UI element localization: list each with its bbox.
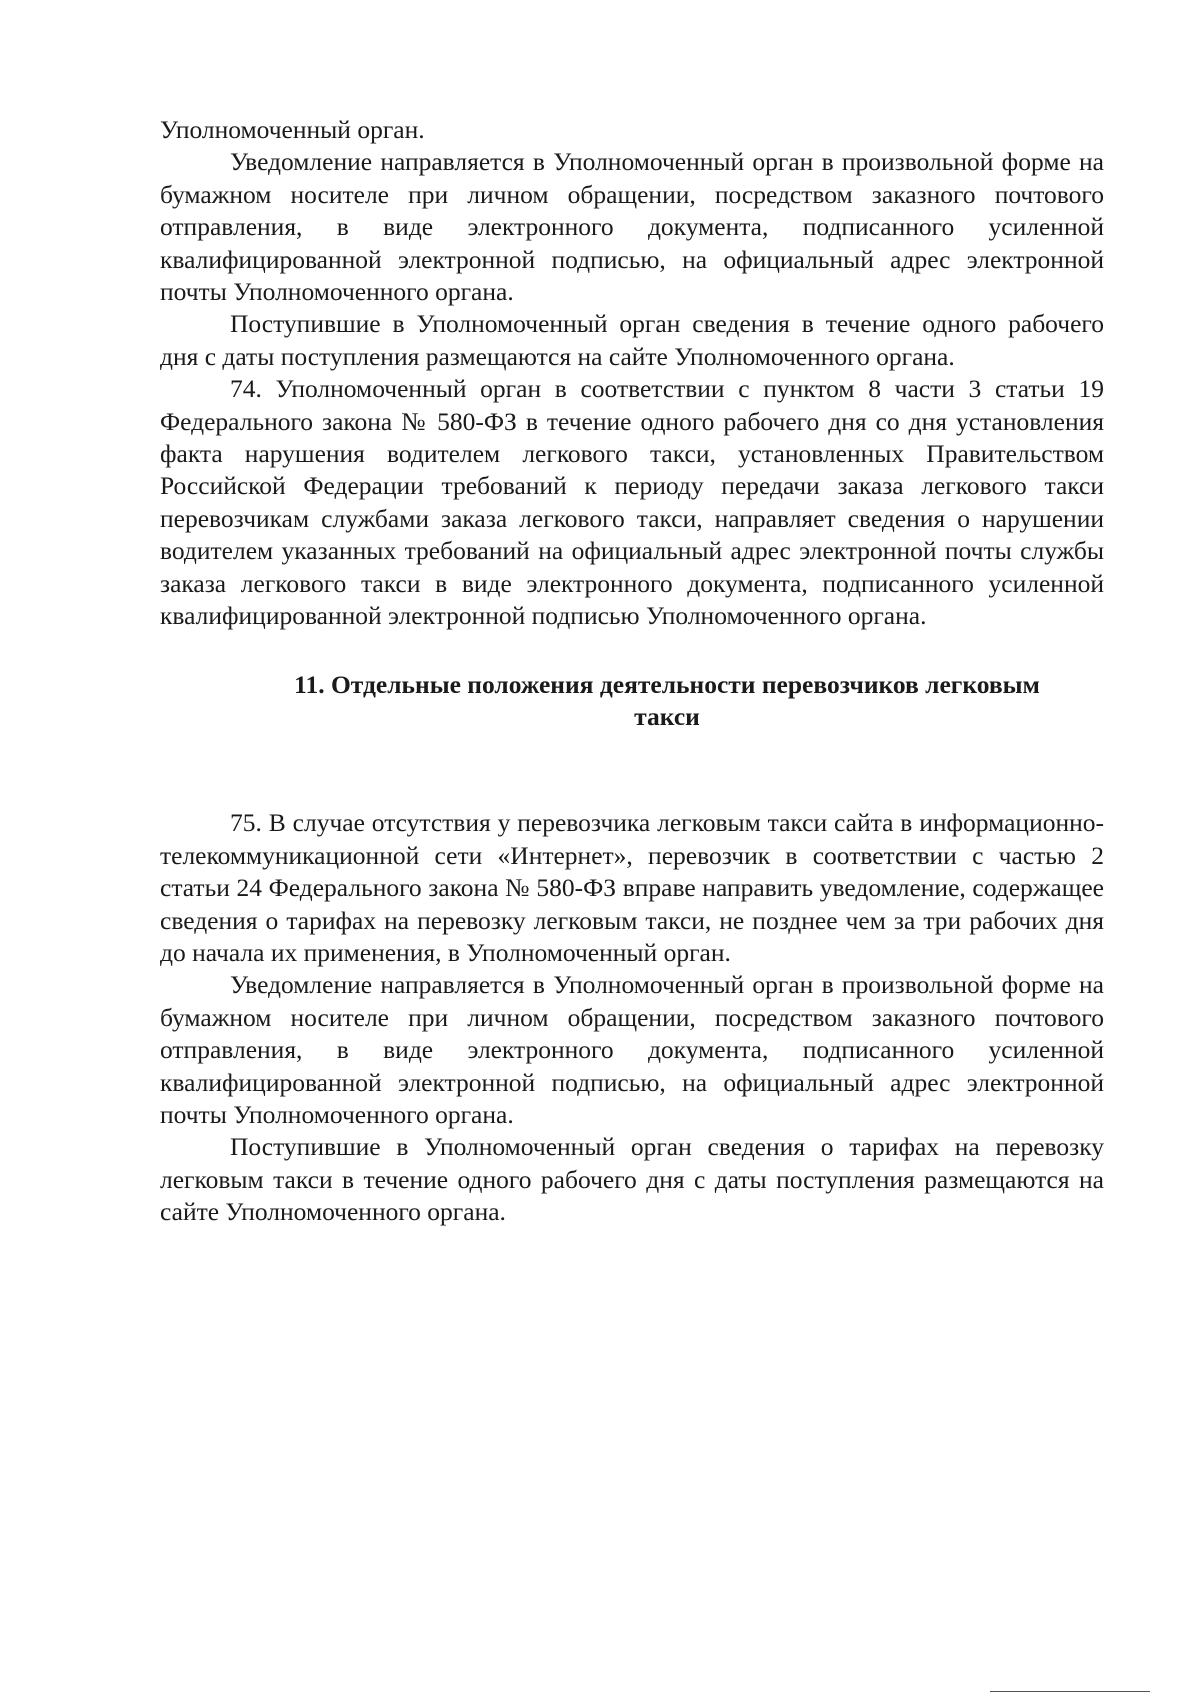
paragraph-publication: Поступившие в Уполномоченный орган сведения в течение одного рабочего дня с даты поступления размещаются на сайте Уполномоченного органа. — [160, 309, 1104, 371]
paragraph-tariff-notice-method: Уведомление направляется в Уполномоченный орган в произвольной форме на бумажном носителе при личном обращении, посредством заказного почтового отправления, в виде электронного документа, подписанного усиленной квалифицированной электронной подписью, на официальный адрес электронной почты Уполномоченного органа. — [160, 970, 1104, 1129]
paragraph-tariff-publication: Поступившие в Уполномоченный орган сведения о тарифах на перевозку легковым такси в течение одного рабочего дня с даты поступления размещаются на сайте Уполномоченного органа. — [160, 1132, 1104, 1227]
paragraph-item-74: 74. Уполномоченный орган в соответствии с пунктом 8 части 3 статьи 19 Федерального закона № 580-ФЗ в течение одного рабочего дня со дня установления факта нарушения водителем легкового такси, установленных Правительством Российской Федерации требований к периоду передачи заказа легкового такси перевозчикам службами заказа легкового такси, направляет сведения о нарушении водителем указанных требований на официальный адрес электронной почты службы заказа легкового такси в виде электронного документа, подписанного усиленной квалифицированной электронной подписью Уполномоченного органа. — [160, 374, 1104, 631]
paragraph-continuation: Уполномоченный орган. — [160, 115, 425, 144]
section-heading-line-2: такси — [634, 701, 700, 731]
paragraph-item-75: 75. В случае отсутствия у перевозчика легковым такси сайта в информационно-телекоммуникационной сети «Интернет», перевозчик в соответствии с частью 2 статьи 24 Федерального закона № 580-ФЗ вправе направить уведомление, содержащее сведения о тарифах на перевозку легковым такси, не позднее чем за три рабочих дня до начала их применения, в Уполномоченный орган. — [160, 808, 1104, 967]
footer-rule — [990, 1691, 1150, 1692]
section-heading — [160, 669, 1104, 734]
section-spacer — [160, 733, 1104, 807]
section-heading-line-1: 11. Отдельные положения деятельности перевозчиков легковым — [294, 669, 1040, 699]
document-page — [160, 114, 1104, 1229]
paragraph-notice-method: Уведомление направляется в Уполномоченный орган в произвольной форме на бумажном носителе при личном обращении, посредством заказного почтового отправления, в виде электронного документа, подписанного усиленной квалифицированной электронной подписью, на официальный адрес электронной почты Уполномоченного органа. — [160, 147, 1104, 307]
